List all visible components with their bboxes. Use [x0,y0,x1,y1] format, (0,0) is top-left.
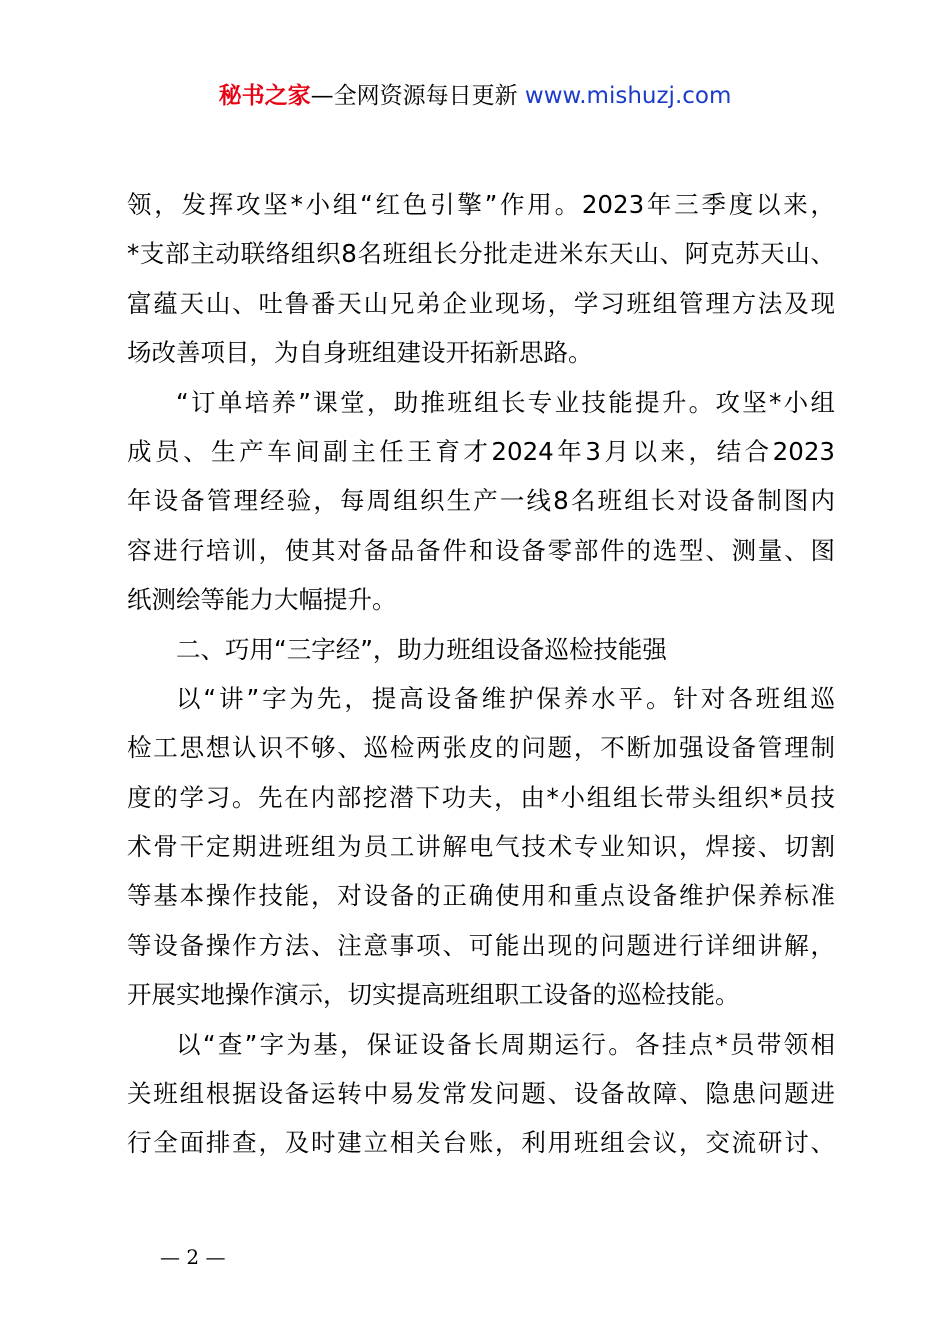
text-line: “订单培养”课堂，助推班组长专业技能提升。攻坚*小组 [176,387,835,417]
text-line: 场改善项目，为自身班组建设开拓新思路。 [127,338,593,368]
text-line: 关班组根据设备运转中易发常发问题、设备故障、隐患问题进 [127,1079,835,1109]
text-line: 容进行培训，使其对备品备件和设备零部件的选型、测量、图 [127,535,835,565]
site-url-link[interactable]: www.mishuzj.com [524,83,732,109]
text-line: 纸测绘等能力大幅提升。 [127,585,397,615]
text-line: *支部主动联络组织8名班组长分批走进米东天山、阿克苏天山、 [127,239,835,269]
page-number: — 2 — [160,1245,226,1269]
text-line: 以“讲”字为先，提高设备维护保养水平。针对各班组巡 [176,683,835,713]
page-header [0,80,950,112]
text-line: 富蕴天山、吐鲁番天山兄弟企业现场，学习班组管理方法及现 [127,288,835,318]
header-tagline: —全网资源每日更新 [310,83,518,109]
section-heading: 二、巧用“三字经”，助力班组设备巡检技能强 [176,634,667,664]
text-line: 成员、生产车间副主任王育才2024年3月以来，结合2023 [127,436,835,466]
document-body [127,180,835,1168]
text-line: 术骨干定期进班组为员工讲解电气技术专业知识，焊接、切割 [127,832,835,862]
text-line: 以“查”字为基，保证设备长周期运行。各挂点*员带领相 [176,1029,835,1059]
text-line: 度的学习。先在内部挖潜下功夫，由*小组组长带头组织*员技 [127,782,835,812]
text-line: 等设备操作方法、注意事项、可能出现的问题进行详细讲解， [127,930,835,960]
text-line: 领，发挥攻坚*小组“红色引擎”作用。2023年三季度以来， [127,190,835,219]
text-line: 开展实地操作演示，切实提高班组职工设备的巡检技能。 [127,980,740,1010]
text-line: 行全面排查，及时建立相关台账，利用班组会议，交流研讨、 [127,1128,835,1158]
text-line: 年设备管理经验，每周组织生产一线8名班组长对设备制图内 [127,486,835,516]
text-line: 检工思想认识不够、巡检两张皮的问题，不断加强设备管理制 [127,733,835,763]
brand-name: 秘书之家 [218,83,311,109]
text-line: 等基本操作技能，对设备的正确使用和重点设备维护保养标准 [127,881,835,911]
